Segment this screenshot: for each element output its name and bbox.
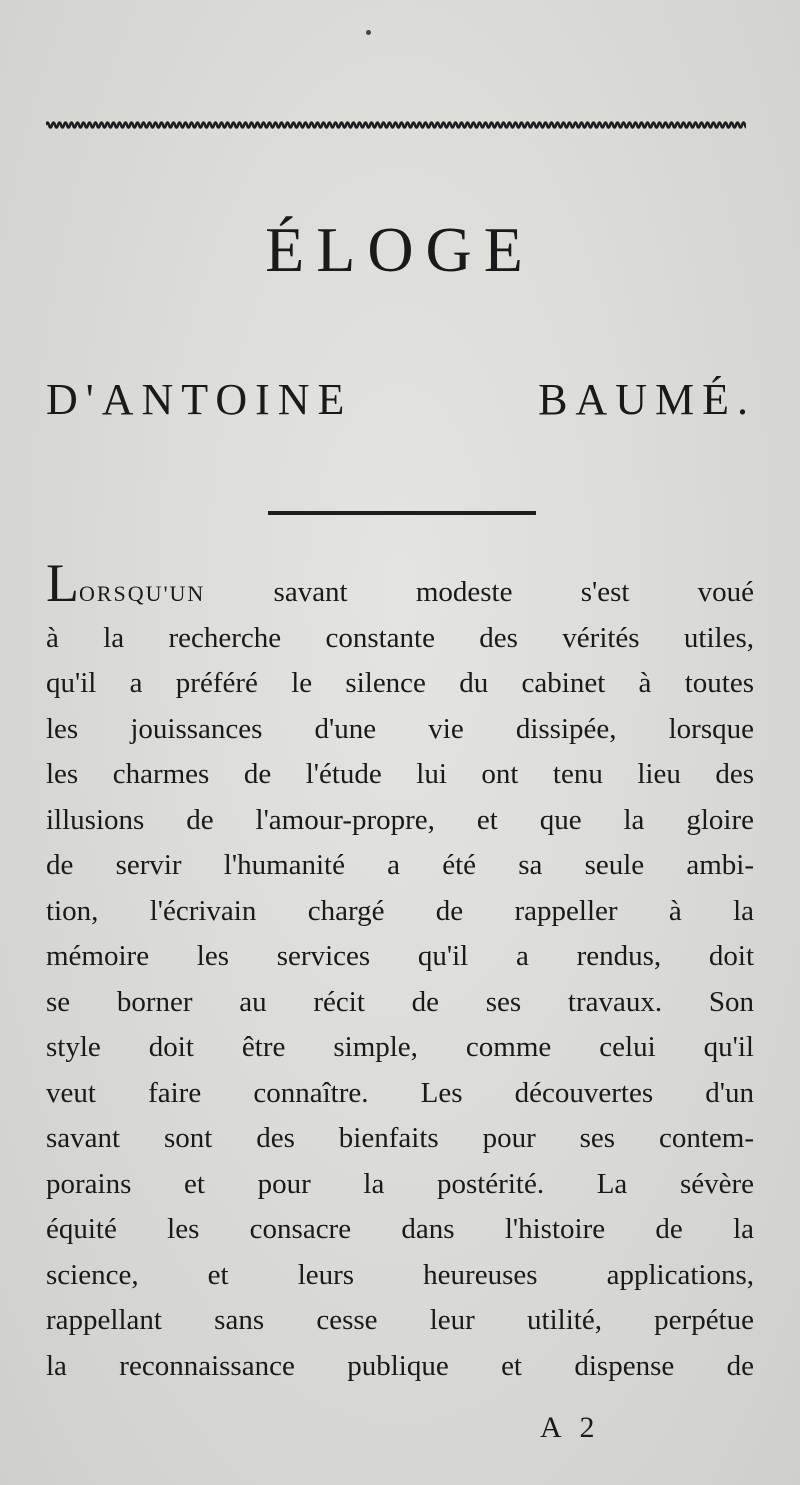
text-line-6: illusions de l'amour-propre, et que la gloire (46, 803, 754, 836)
text-line-12: veut faire connaître. Les découvertes d'un (46, 1076, 754, 1109)
text-line-16: science, et leurs heureuses applications, (46, 1258, 754, 1291)
first-word-smallcaps: ORSQU'UN (79, 581, 206, 606)
text-line-5: les charmes de l'étude lui ont tenu lieu des (46, 758, 754, 790)
page-subtitle: D'ANTOINE BAUMÉ. (46, 375, 756, 424)
body-text (46, 553, 755, 1389)
page-title: ÉLOGE (265, 214, 535, 285)
text-line-11: style doit être simple, comme celui qu'il (46, 1031, 754, 1063)
text-line-1-rest: savant modeste s'est voué (273, 576, 755, 608)
title-rule (268, 511, 536, 515)
text-line-10: se borner au récit de ses travaux. Son (46, 985, 754, 1018)
text-line-7: de servir l'humanité a été sa seule ambi- (46, 849, 754, 881)
drop-cap: L (46, 553, 79, 613)
text-line-4: les jouissances d'une vie dissipée, lorsque (46, 712, 754, 745)
text-line-2: à la recherche constante des vérités utiles, (46, 621, 754, 654)
text-line-8: tion, l'écrivain chargé de rappeller à la (46, 894, 754, 927)
wavy-rule-ornament (46, 118, 746, 132)
text-line-18: la reconnaissance publique et dispense de (46, 1349, 754, 1382)
text-line-15: équité les consacre dans l'histoire de la (46, 1213, 754, 1245)
signature-mark: A 2 (540, 1411, 601, 1444)
text-line-3: qu'il a préféré le silence du cabinet à toutes (46, 667, 754, 699)
text-line-13: savant sont des bienfaits pour ses contem- (46, 1122, 754, 1154)
text-line-17: rappellant sans cesse leur utilité, perpétue (46, 1304, 754, 1336)
text-line-1 (46, 553, 755, 616)
ink-speck (366, 30, 371, 35)
text-line-9: mémoire les services qu'il a rendus, doit (46, 940, 754, 972)
text-line-14: porains et pour la postérité. La sévère (46, 1167, 754, 1200)
